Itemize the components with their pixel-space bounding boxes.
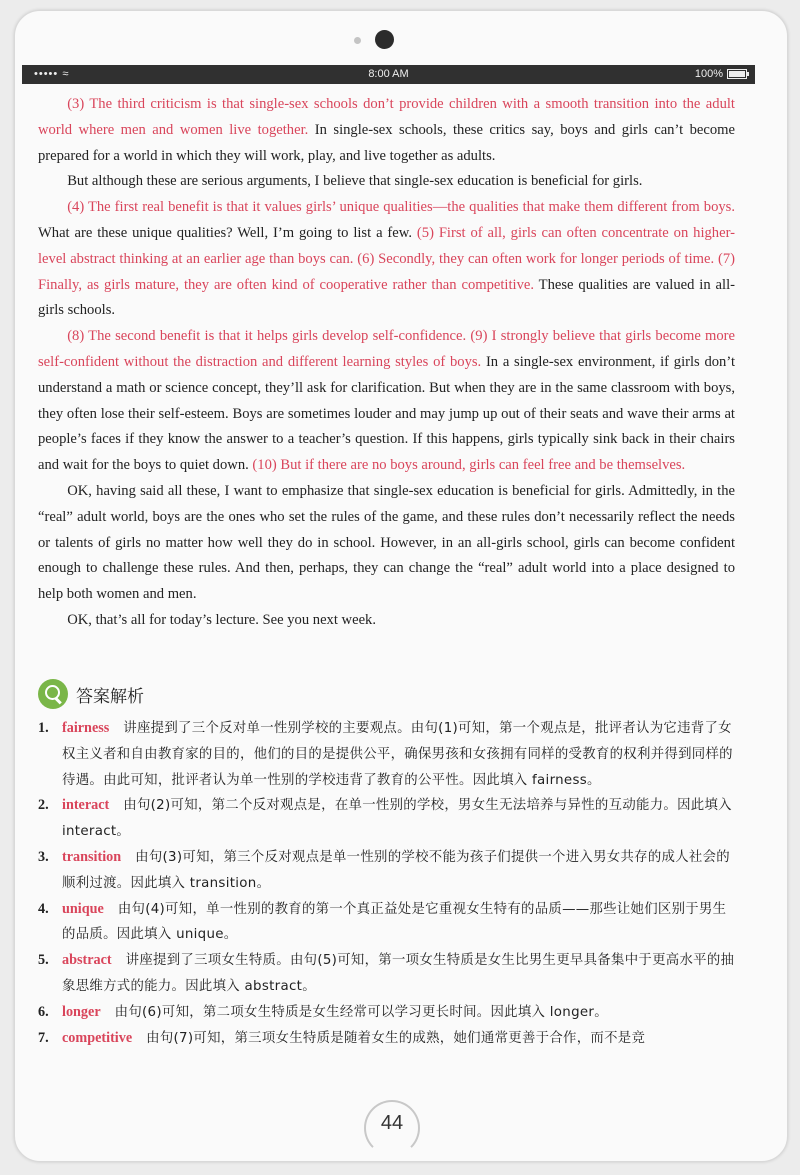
answer-keyword: unique bbox=[62, 900, 104, 917]
answer-keyword: interact bbox=[62, 797, 110, 814]
answer-explanation: 由句(3)可知，第三个反对观点是单一性别的学校不能为孩子们提供一个进入男女共存的成人社会的顺利过渡。因此填入 transition。 bbox=[62, 849, 730, 891]
answer-explanation: 由句(4)可知，单一性别的教育的第一个真正益处是它重视女生特有的品质——那些让她们区别于男生的品质。因此填入 unique。 bbox=[62, 901, 727, 943]
answer-item-3: 3. transition 由句(3)可知，第三个反对观点是单一性别的学校不能为孩子们提供一个进入男女共存的成人社会的顺利过渡。因此填入 transition。 bbox=[38, 848, 730, 891]
camera-icon bbox=[375, 30, 394, 49]
answer-explanation: 讲座提到了三个反对单一性别学校的主要观点。由句(1)可知，第一个观点是，批评者认为它违背了女权主义者和自由教育家的目的，他们的目的是提供公平，确保男孩和女孩拥有同样的受教育的权利并得到同样的待遇。由此可知，批评者认为单一性别的学校违背了教育的公平性。因此填入 fairness。 bbox=[62, 721, 733, 788]
paragraph-1: (3) The third criticism is that single-sex schools don’t provide children with a smooth transition into the adult world where men and women live together. In single-sex schools, these critics say, boys and girls can’t become prepared for a world in which they will work, play, and live together as adults. bbox=[38, 96, 735, 164]
magnifier-icon bbox=[38, 679, 68, 709]
battery-percent: 100% bbox=[694, 68, 723, 80]
wifi-icon: ≈ bbox=[62, 68, 70, 80]
paragraph-2: But although these are serious arguments, I believe that single-sex education is beneficial for girls. bbox=[67, 173, 643, 190]
answer-keyword: longer bbox=[62, 1003, 101, 1020]
answer-keyword: transition bbox=[62, 848, 122, 865]
paragraph-4: (8) The second benefit is that it helps girls develop self-confidence. (9) I strongly believe that girls become more self-confident without the distraction and different learning styles of boys. In a single-sex environment, if girls don’t understand a math or science concept, they’ll ask for clarification. But when they are in the same classroom with boys, they often lose their self-esteem. Boys are sometimes louder and may jump up out of their seats and wave their arms at people’s faces if they know the answer to a teacher’s question. If this happens, girls typically sink back in their chairs and wait for the boys to quiet down. (10) But if there are no boys around, girls can feel free and be themselves. bbox=[38, 328, 736, 474]
key-sentence-5: (5) First of all, girls can often concentrate on higher-level abstract thinking at an earlier age than boys can. bbox=[38, 224, 735, 267]
answer-keyword: fairness bbox=[62, 720, 110, 736]
battery-icon bbox=[727, 69, 747, 79]
answer-item-4: 4. unique 由句(4)可知，单一性别的教育的第一个真正益处是它重视女生特有的品质——那些让她们区别于男生的品质。因此填入 unique。 bbox=[38, 900, 727, 943]
key-sentence-4: (4) The first real benefit is that it values girls’ unique qualities—the qualities that make them different from boys. bbox=[67, 199, 735, 216]
key-sentence-6: (6) Secondly, they can often work for longer periods of time. bbox=[357, 250, 715, 267]
answer-keyword: abstract bbox=[62, 952, 112, 969]
paragraph-6: OK, that’s all for today’s lecture. See you next week. bbox=[67, 611, 376, 628]
status-time: 8:00 AM bbox=[368, 68, 409, 80]
answer-explanation: 由句(2)可知，第二个反对观点是，在单一性别的学校，男女生无法培养与异性的互动能力。因此填入 interact。 bbox=[62, 798, 732, 840]
key-sentence-9: (9) I strongly believe that girls become more self-confident without the distraction and different learning styles of boys. bbox=[38, 328, 736, 370]
paragraph-3: (4) The first real benefit is that it values girls’ unique qualities—the qualities that make them different from boys. What are these unique qualities? Well, I’m going to list a few. (5) First of all, girls can often concentrate on higher-level abstract thinking at an earlier age than boys can. (6) Secondly, they can often work for longer periods of time. (7) Finally, as girls mature, they are often kind of cooperative rather than competitive. These qualities are valued in all-girls schools. bbox=[38, 199, 736, 319]
answer-item-6: 6. longer 由句(6)可知，第二项女生特质是女生经常可以学习更长时间。因此填入 longer。 bbox=[38, 1003, 608, 1020]
answer-section-title: 答案解析 bbox=[76, 686, 144, 707]
page-number-badge bbox=[364, 1100, 420, 1150]
answer-explanation: 讲座提到了三项女生特质。由句(5)可知，第一项女生特质是女生比男生更早具备集中于更高水平的抽象思维方式的能力。因此填入 abstract。 bbox=[62, 953, 735, 994]
paragraph-5: OK, having said all these, I want to emphasize that single-sex education is beneficial for girls. Admittedly, in the “real” adult world, boys are the ones who set the rules of the game, and these rules don’t necessarily reflect the needs or talents of girls no matter how well they do in school. However, in an all-girls school, girls can become confident enough to challenge these rules. And then, perhaps, they can change the “real” adult world into a place designed to help both women and men. bbox=[38, 482, 735, 603]
lecture-transcript bbox=[38, 92, 735, 634]
answer-item-7: 7. competitive 由句(7)可知，第三项女生特质是随着女生的成熟，她们通常更善于合作，而不是竞 bbox=[38, 1029, 646, 1046]
answer-item-5: 5. abstract 讲座提到了三项女生特质。由句(5)可知，第一项女生特质是女生比男生更早具备集中于更高水平的抽象思维方式的能力。因此填入 abstract。 bbox=[38, 952, 735, 994]
key-sentence-8: (8) The second benefit is that it helps girls develop self-confidence. bbox=[67, 328, 467, 345]
signal-dots: ••••• bbox=[34, 68, 59, 80]
answer-section-header bbox=[38, 678, 144, 710]
sensor-dot-icon bbox=[354, 37, 361, 44]
key-sentence-7: (7) Finally, as girls mature, they are often kind of cooperative rather than competitive. bbox=[38, 250, 736, 293]
status-bar bbox=[22, 65, 755, 84]
answer-explanation: 由句(7)可知，第三项女生特质是随着女生的成熟，她们通常更善于合作，而不是竞 bbox=[146, 1030, 646, 1046]
answer-item-2: 2. interact 由句(2)可知，第二个反对观点是，在单一性别的学校，男女生无法培养与异性的互动能力。因此填入 interact。 bbox=[38, 797, 732, 840]
answer-item-1: 1. fairness 讲座提到了三个反对单一性别学校的主要观点。由句(1)可知，第一个观点是，批评者认为它违背了女权主义者和自由教育家的目的，他们的目的是提供公平，确保男孩和女孩拥有同样的受教育的权利并得到同样的待遇。由此可知，批评者认为单一性别的学校违背了教育的公平性。因此填入 fairness。 bbox=[38, 720, 733, 788]
answer-keyword: competitive bbox=[62, 1029, 133, 1046]
key-sentence-10: (10) But if there are no boys around, girls can feel free and be themselves. bbox=[252, 457, 686, 474]
page-number: 44 bbox=[380, 1112, 404, 1134]
battery-indicator bbox=[695, 68, 747, 80]
answer-list bbox=[38, 716, 735, 1051]
answer-explanation: 由句(6)可知，第二项女生特质是女生经常可以学习更长时间。因此填入 longer。 bbox=[114, 1004, 608, 1020]
key-sentence-3: (3) The third criticism is that single-sex schools don’t provide children with a smooth transition into the adult world where men and women live together. bbox=[38, 96, 735, 138]
